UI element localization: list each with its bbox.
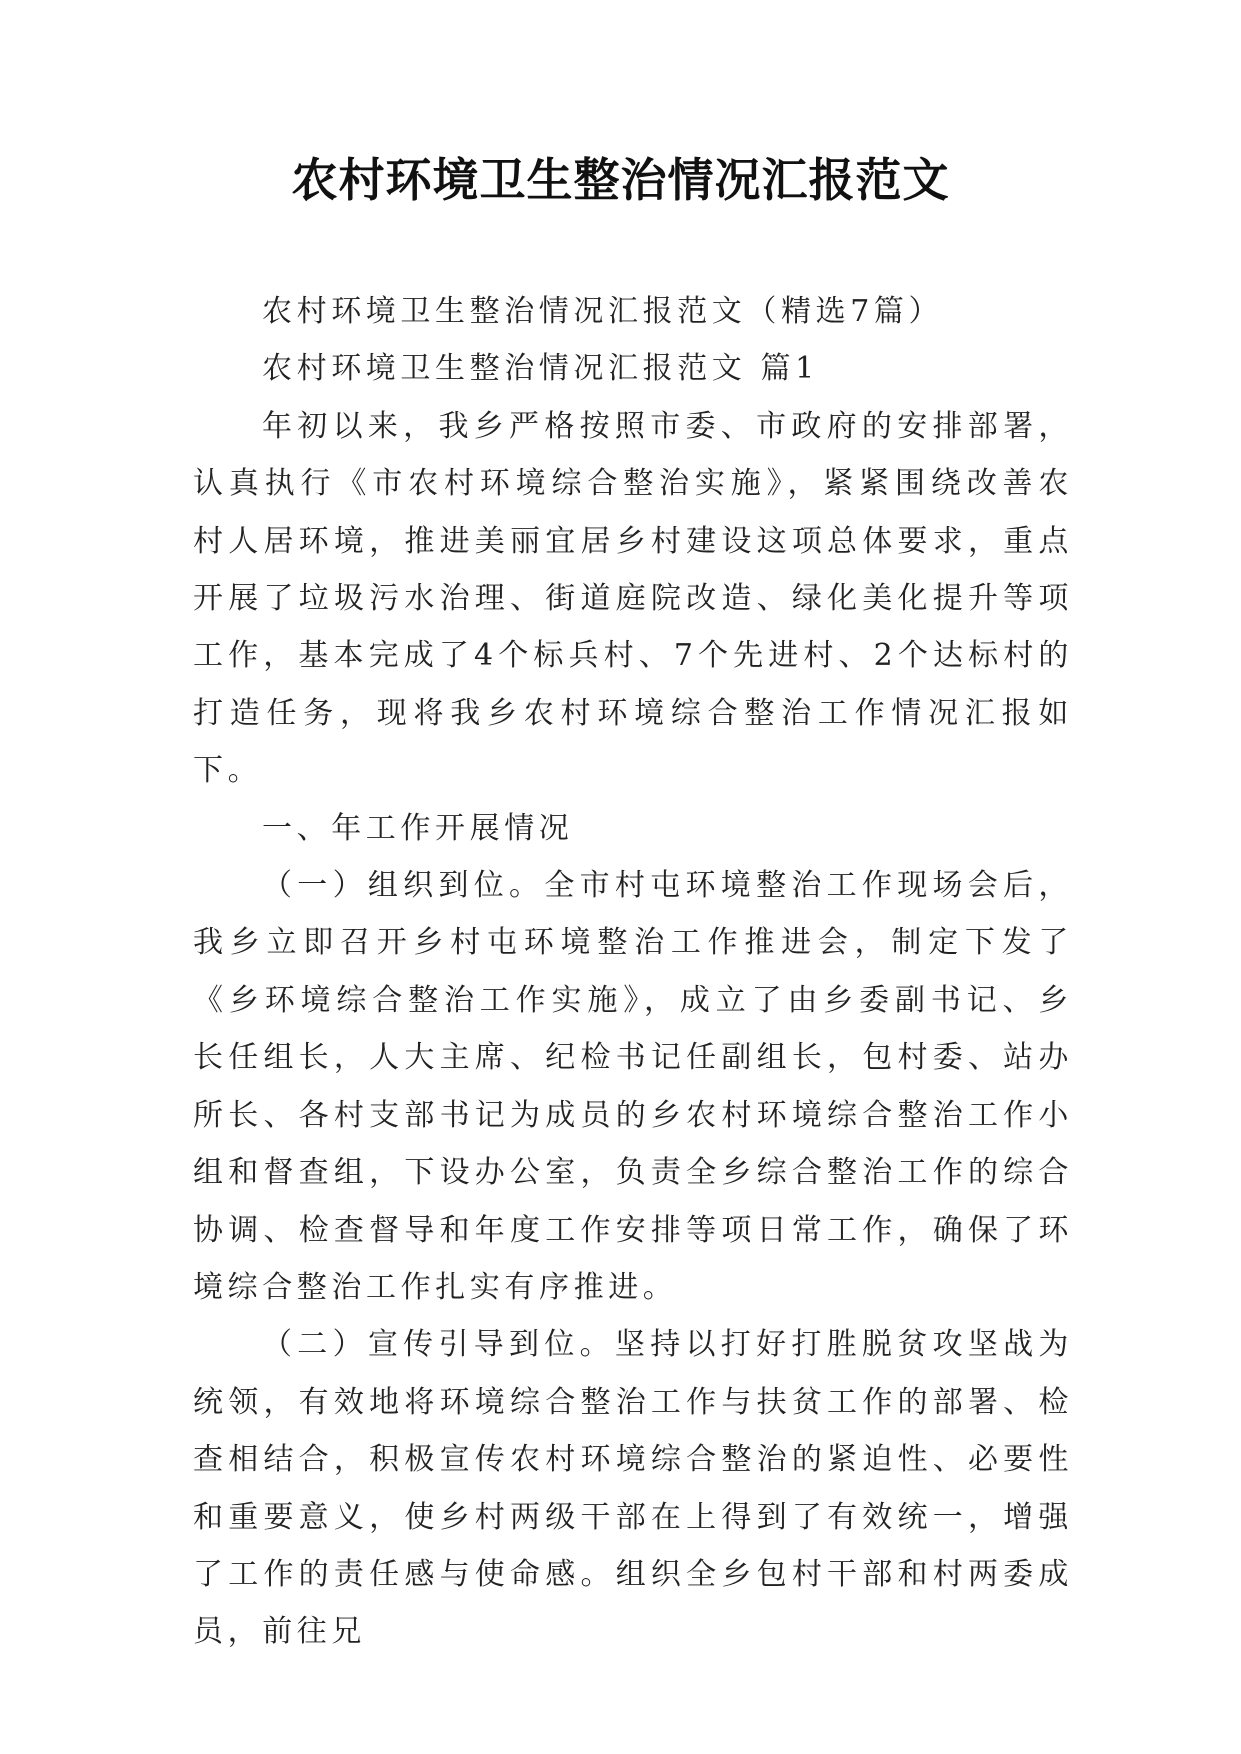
publicity-paragraph: （二）宣传引导到位。坚持以打好打胜脱贫攻坚战为统领，有效地将环境综合整治工作与扶贫工作的部署、检查相结合，积极宣传农村环境综合整治的紧迫性、必要性和重要意义，使乡村两级干部在上得到了有效统一，增强了工作的责任感与使命感。组织全乡包村干部和村两委成员，前往兄 xyxy=(193,1327,1073,1650)
section-heading-paragraph: 农村环境卫生整治情况汇报范文 篇1 xyxy=(262,351,819,387)
part-one-heading: 一、年工作开展情况 xyxy=(262,810,574,846)
document-title: 农村环境卫生整治情况汇报范文 xyxy=(291,153,950,207)
intro-paragraph: 年初以来，我乡严格按照市委、市政府的安排部署，认真执行《市农村环境综合整治实施》，紧紧围绕改善农村人居环境，推进美丽宜居乡村建设这项总体要求，重点开展了垃圾污水治理、街道庭院改造、绿化美化提升等项工作，基本完成了4个标兵村、7个先进村、2个达标村的打造任务，现将我乡农村环境综合整治工作情况汇报如下。 xyxy=(193,408,1073,789)
organization-paragraph: （一）组织到位。全市村屯环境整治工作现场会后，我乡立即召开乡村屯环境整治工作推进会，制定下发了《乡环境综合整治工作实施》，成立了由乡委副书记、乡长任组长，人大主席、纪检书记任副组长，包村委、站办所长、各村支部书记为成员的乡农村环境综合整治工作小组和督查组，下设办公室，负责全乡综合整治工作的综合协调、检查督导和年度工作安排等项日常工作，确保了环境综合整治工作扎实有序推进。 xyxy=(193,868,1073,1305)
subtitle-paragraph: 农村环境卫生整治情况汇报范文（精选7篇） xyxy=(262,294,944,329)
document-body xyxy=(193,283,1073,1661)
